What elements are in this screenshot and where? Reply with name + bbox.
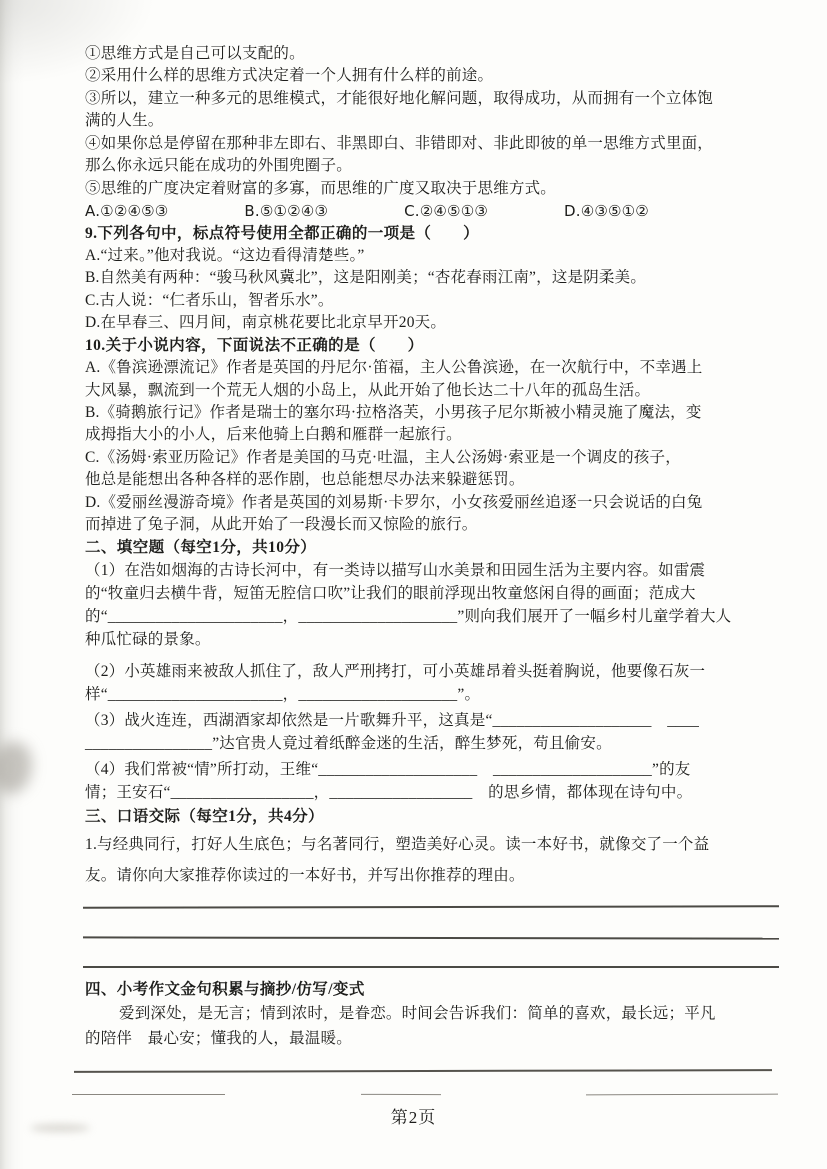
blank-q3-line1: （3）战火连连，西湖酒家却依然是一片歌舞升平，这真是“____________________ ____ xyxy=(85,712,700,730)
q8-statement-2: ②采用什么样的思维方式决定着一个人拥有什么样的前途。 xyxy=(85,67,494,85)
blank-q4-line2: 情；王安石“__________________，__________________ 的思乡情，都体现在诗句中。 xyxy=(85,784,693,802)
q9-option-a: A.“过来。”他对我说。“这边看得清楚些。” xyxy=(85,246,365,264)
section3-title: 三、口语交际（每空1分，共4分） xyxy=(85,808,324,826)
q8-statement-3-cont: 满的人生。 xyxy=(85,112,164,130)
answer-line-faded xyxy=(586,1094,778,1096)
blank-q3-line2: ________________”达官贵人竟过着纸醉金迷的生活，醉生梦死，苟且偷安。 xyxy=(85,735,612,753)
q8-option-c: C.②④⑤①③ xyxy=(404,202,488,221)
scan-artifact xyxy=(0,742,32,794)
aphorism-line2: 的陪伴 最心安；懂我的人，最温暖。 xyxy=(85,1030,352,1048)
blank-q1-line3: 的“______________________，____________________”则向我们展开了一幅乡村儿童学着大人 xyxy=(85,608,732,626)
page-number: 第2页 xyxy=(390,1108,437,1127)
page-content xyxy=(85,43,797,1052)
blank-q2-line1: （2）小英雄雨来被敌人抓住了，敌人严刑拷打，可小英雄昂着头挺着胸说，他要像石灰一 xyxy=(85,663,706,681)
answer-line xyxy=(74,1069,772,1073)
section4-title: 四、小考作文金句积累与摘抄/仿写/变式 xyxy=(85,980,365,998)
blank-q1-line2: 的“牧童归去横牛背，短笛无腔信口吹”让我们的眼前浮现出牧童悠闲自得的画面；范成大 xyxy=(85,585,696,603)
q8-options-row xyxy=(85,200,797,222)
q8-statement-3: ③所以，建立一种多元的思维模式，才能很好地化解问题，取得成功，从而拥有一个立体饱 xyxy=(85,89,714,107)
q8-statement-4-cont: 那么你永远只能在成功的外围兜圈子。 xyxy=(85,157,352,175)
q8-statement-1: ①思维方式是自己可以支配的。 xyxy=(85,45,305,62)
oral-task-line2: 友。请你向大家推荐你读过的一本好书，并写出你推荐的理由。 xyxy=(85,866,525,884)
q10-option-a: A.《鲁滨逊漂流记》作者是英国的丹尼尔·笛福，主人公鲁滨逊，在一次航行中，不幸遇上 xyxy=(85,359,703,377)
q10-option-c: C.《汤姆·索亚历险记》作者是美国的马克·吐温，主人公汤姆·索亚是一个调皮的孩子， xyxy=(85,448,681,466)
blank-q2-line2: 样“______________________，____________________”。 xyxy=(85,686,481,704)
oral-task-line1: 1.与经典同行，打好人生底色；与名著同行，塑造美好心灵。读一本好书，就像交了一个益 xyxy=(85,835,710,853)
q10-option-d: D.《爱丽丝漫游奇境》作者是英国的刘易斯·卡罗尔，小女孩爱丽丝追逐一只会说话的白兔 xyxy=(85,493,703,511)
q10-option-c-cont: 他总是能想出各种各样的恶作剧，也总能想尽办法来躲避惩罚。 xyxy=(85,471,525,489)
q8-option-d: D.④③⑤①② xyxy=(564,202,649,221)
q8-option-a: A.①②④⑤③ xyxy=(85,202,169,221)
blank-q1-line4: 种瓜忙碌的景象。 xyxy=(85,631,211,649)
blank-q4-line1: （4）我们常被“情”所打动，王维“____________________ ____________________”的友 xyxy=(85,761,691,779)
q8-statement-4: ④如果你总是停留在那种非左即右、非黑即白、非错即对、非此即彼的单一思维方式里面， xyxy=(85,134,714,152)
section2-title: 二、填空题（每空1分，共10分） xyxy=(85,538,317,556)
answer-line-faded xyxy=(72,1094,225,1095)
q10-stem: 10.关于小说内容，下面说法不正确的是（ ） xyxy=(85,336,424,354)
q10-option-b-cont: 成拇指大小的小人，后来他骑上白鹅和雁群一起旅行。 xyxy=(85,426,462,444)
q9-stem: 9.下列各句中，标点符号使用全都正确的一项是（ ） xyxy=(85,224,480,242)
q10-option-d-cont: 而掉进了兔子洞，从此开始了一段漫长而又惊险的旅行。 xyxy=(85,516,478,534)
q10-option-b: B.《骑鹅旅行记》作者是瑞士的塞尔玛·拉格洛芙，小男孩子尼尔斯被小精灵施了魔法，变 xyxy=(85,404,702,421)
q10-option-a-cont: 大风暴，飘流到一个荒无人烟的小岛上，从此开始了他长达二十八年的孤岛生活。 xyxy=(85,381,651,399)
q9-option-c: C.古人说：“仁者乐山，智者乐水”。 xyxy=(85,291,334,309)
q8-statement-5: ⑤思维的广度决定着财富的多寡，而思维的广度又取决于思维方式。 xyxy=(85,179,557,197)
answer-line xyxy=(83,905,779,908)
answer-line xyxy=(83,966,779,968)
blank-q1-line1: （1）在浩如烟海的古诗长河中，有一类诗以描写山水美景和田园生活为主要内容。如雷震 xyxy=(85,562,706,580)
q9-option-b: B.自然美有两种：“骏马秋风冀北”，这是阳刚美；“杏花春雨江南”，这是阴柔美。 xyxy=(85,269,647,287)
answer-line-faded xyxy=(361,1094,441,1095)
aphorism-line1: 爱到深处，是无言；情到浓时，是眷恋。时间会告诉我们：简单的喜欢，最长远；平凡 xyxy=(119,1004,716,1022)
answer-line xyxy=(83,936,779,939)
q9-option-d: D.在早春三、四月间，南京桃花要比北京早开20天。 xyxy=(85,314,447,332)
q8-option-b: B.⑤①②④③ xyxy=(244,202,329,221)
